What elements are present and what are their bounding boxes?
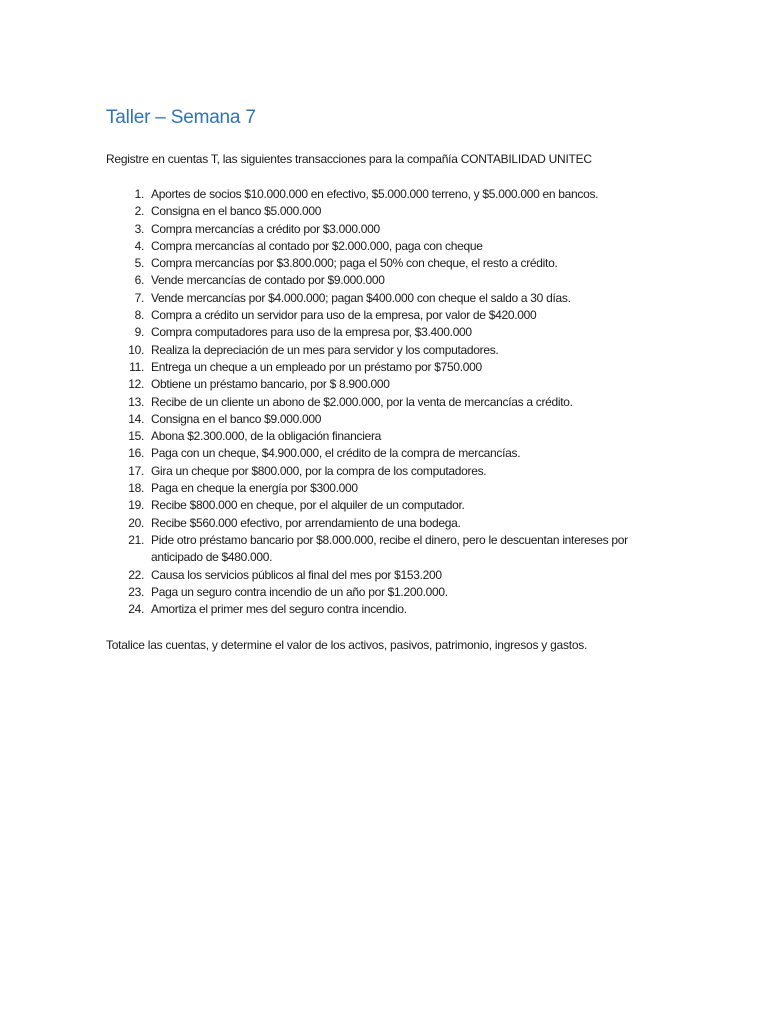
- list-item-text: Compra computadores para uso de la empresa por, $3.400.000: [151, 325, 472, 340]
- list-item: [106, 324, 666, 341]
- list-item: [106, 255, 666, 272]
- list-item: [106, 221, 666, 238]
- list-item-number: 15.: [128, 429, 144, 444]
- list-item: [106, 480, 666, 497]
- list-item-number: 3.: [134, 221, 144, 236]
- list-item: [106, 567, 666, 584]
- list-item-number: 9.: [134, 325, 144, 340]
- list-item-text: Obtiene un préstamo bancario, por $ 8.900.000: [151, 377, 390, 392]
- list-item-number: 19.: [128, 498, 144, 513]
- list-item-text: Amortiza el primer mes del seguro contra incendio.: [151, 602, 407, 617]
- list-item: [106, 238, 666, 255]
- list-item-text: Consigna en el banco $5.000.000: [151, 204, 322, 219]
- document-title: Taller – Semana 7: [106, 107, 256, 128]
- list-item-text: Vende mercancías de contado por $9.000.000: [151, 273, 385, 288]
- list-item-text: Realiza la depreciación de un mes para servidor y los computadores.: [151, 342, 499, 357]
- list-item: [106, 272, 666, 289]
- list-item-number: 23.: [128, 584, 144, 599]
- list-item-number: 18.: [128, 481, 144, 496]
- list-item-text: Pide otro préstamo bancario por $8.000.000, recibe el dinero, pero le descuentan intereses por anticipado de $480.000.: [151, 532, 628, 565]
- list-item: [106, 445, 666, 462]
- list-item-text: Compra mercancías por $3.800.000; paga el 50% con cheque, el resto a crédito.: [151, 256, 558, 271]
- list-item-text: Gira un cheque por $800.000, por la compra de los computadores.: [151, 463, 487, 478]
- list-item: [106, 359, 666, 376]
- list-item: [106, 463, 666, 480]
- list-item-number: 22.: [128, 567, 144, 582]
- intro-paragraph: Registre en cuentas T, las siguientes transacciones para la compañía CONTABILIDAD UNITEC: [106, 152, 592, 166]
- list-item-number: 8.: [134, 308, 144, 323]
- list-item-text: Abona $2.300.000, de la obligación financiera: [151, 429, 382, 444]
- list-item-number: 12.: [128, 377, 144, 392]
- list-item-number: 20.: [128, 515, 144, 530]
- list-item-number: 2.: [134, 204, 144, 219]
- list-item-text: Paga en cheque la energía por $300.000: [151, 481, 358, 496]
- list-item-number: 21.: [128, 532, 144, 547]
- list-item: [106, 532, 666, 567]
- list-item: [106, 394, 666, 411]
- list-item-text: Causa los servicios públicos al final del mes por $153.200: [151, 567, 442, 582]
- list-item-number: 24.: [128, 602, 144, 617]
- list-item-number: 17.: [128, 463, 144, 478]
- list-item-text: Recibe $560.000 efectivo, por arrendamiento de una bodega.: [151, 515, 461, 530]
- list-item-text: Paga con un cheque, $4.900.000, el crédito de la compra de mercancías.: [151, 446, 521, 461]
- list-item-number: 16.: [128, 446, 144, 461]
- list-item: [106, 290, 666, 307]
- list-item: [106, 376, 666, 393]
- list-item: [106, 515, 666, 532]
- list-item-number: 10.: [128, 342, 144, 357]
- list-item: [106, 411, 666, 428]
- list-item-number: 7.: [134, 290, 144, 305]
- list-item: [106, 584, 666, 601]
- list-item-text: Paga un seguro contra incendio de un año por $1.200.000.: [151, 584, 448, 599]
- list-item-text: Aportes de socios $10.000.000 en efectivo, $5.000.000 terreno, y $5.000.000 en bancos.: [151, 187, 599, 201]
- list-item: [106, 601, 666, 618]
- list-item-number: 1.: [134, 187, 144, 201]
- list-item-text: Consigna en el banco $9.000.000: [151, 411, 322, 426]
- list-item: [106, 307, 666, 324]
- list-item-text: Recibe de un cliente un abono de $2.000.000, por la venta de mercancías a crédito.: [151, 394, 573, 409]
- list-item-text: Compra mercancías a crédito por $3.000.000: [151, 221, 380, 236]
- list-item-number: 5.: [134, 256, 144, 271]
- transaction-list: [106, 186, 666, 618]
- list-item: [106, 428, 666, 445]
- list-item: [106, 497, 666, 514]
- list-item: [106, 342, 666, 359]
- list-item-text: Entrega un cheque a un empleado por un préstamo por $750.000: [151, 359, 482, 374]
- list-item-text: Compra a crédito un servidor para uso de la empresa, por valor de $420.000: [151, 308, 537, 323]
- list-item-number: 6.: [134, 273, 144, 288]
- list-item-number: 11.: [129, 359, 144, 374]
- list-item-number: 13.: [128, 394, 144, 409]
- list-item-number: 4.: [134, 238, 144, 253]
- list-item-text: Compra mercancías al contado por $2.000.000, paga con cheque: [151, 238, 483, 253]
- list-item-text: Vende mercancías por $4.000.000; pagan $400.000 con cheque el saldo a 30 días.: [151, 290, 571, 305]
- list-item-number: 14.: [128, 411, 144, 426]
- closing-paragraph: Totalice las cuentas, y determine el valor de los activos, pasivos, patrimonio, ingresos y gastos.: [106, 638, 588, 652]
- list-item-text: Recibe $800.000 en cheque, por el alquiler de un computador.: [151, 498, 465, 513]
- list-item: [106, 186, 666, 203]
- list-item: [106, 203, 666, 220]
